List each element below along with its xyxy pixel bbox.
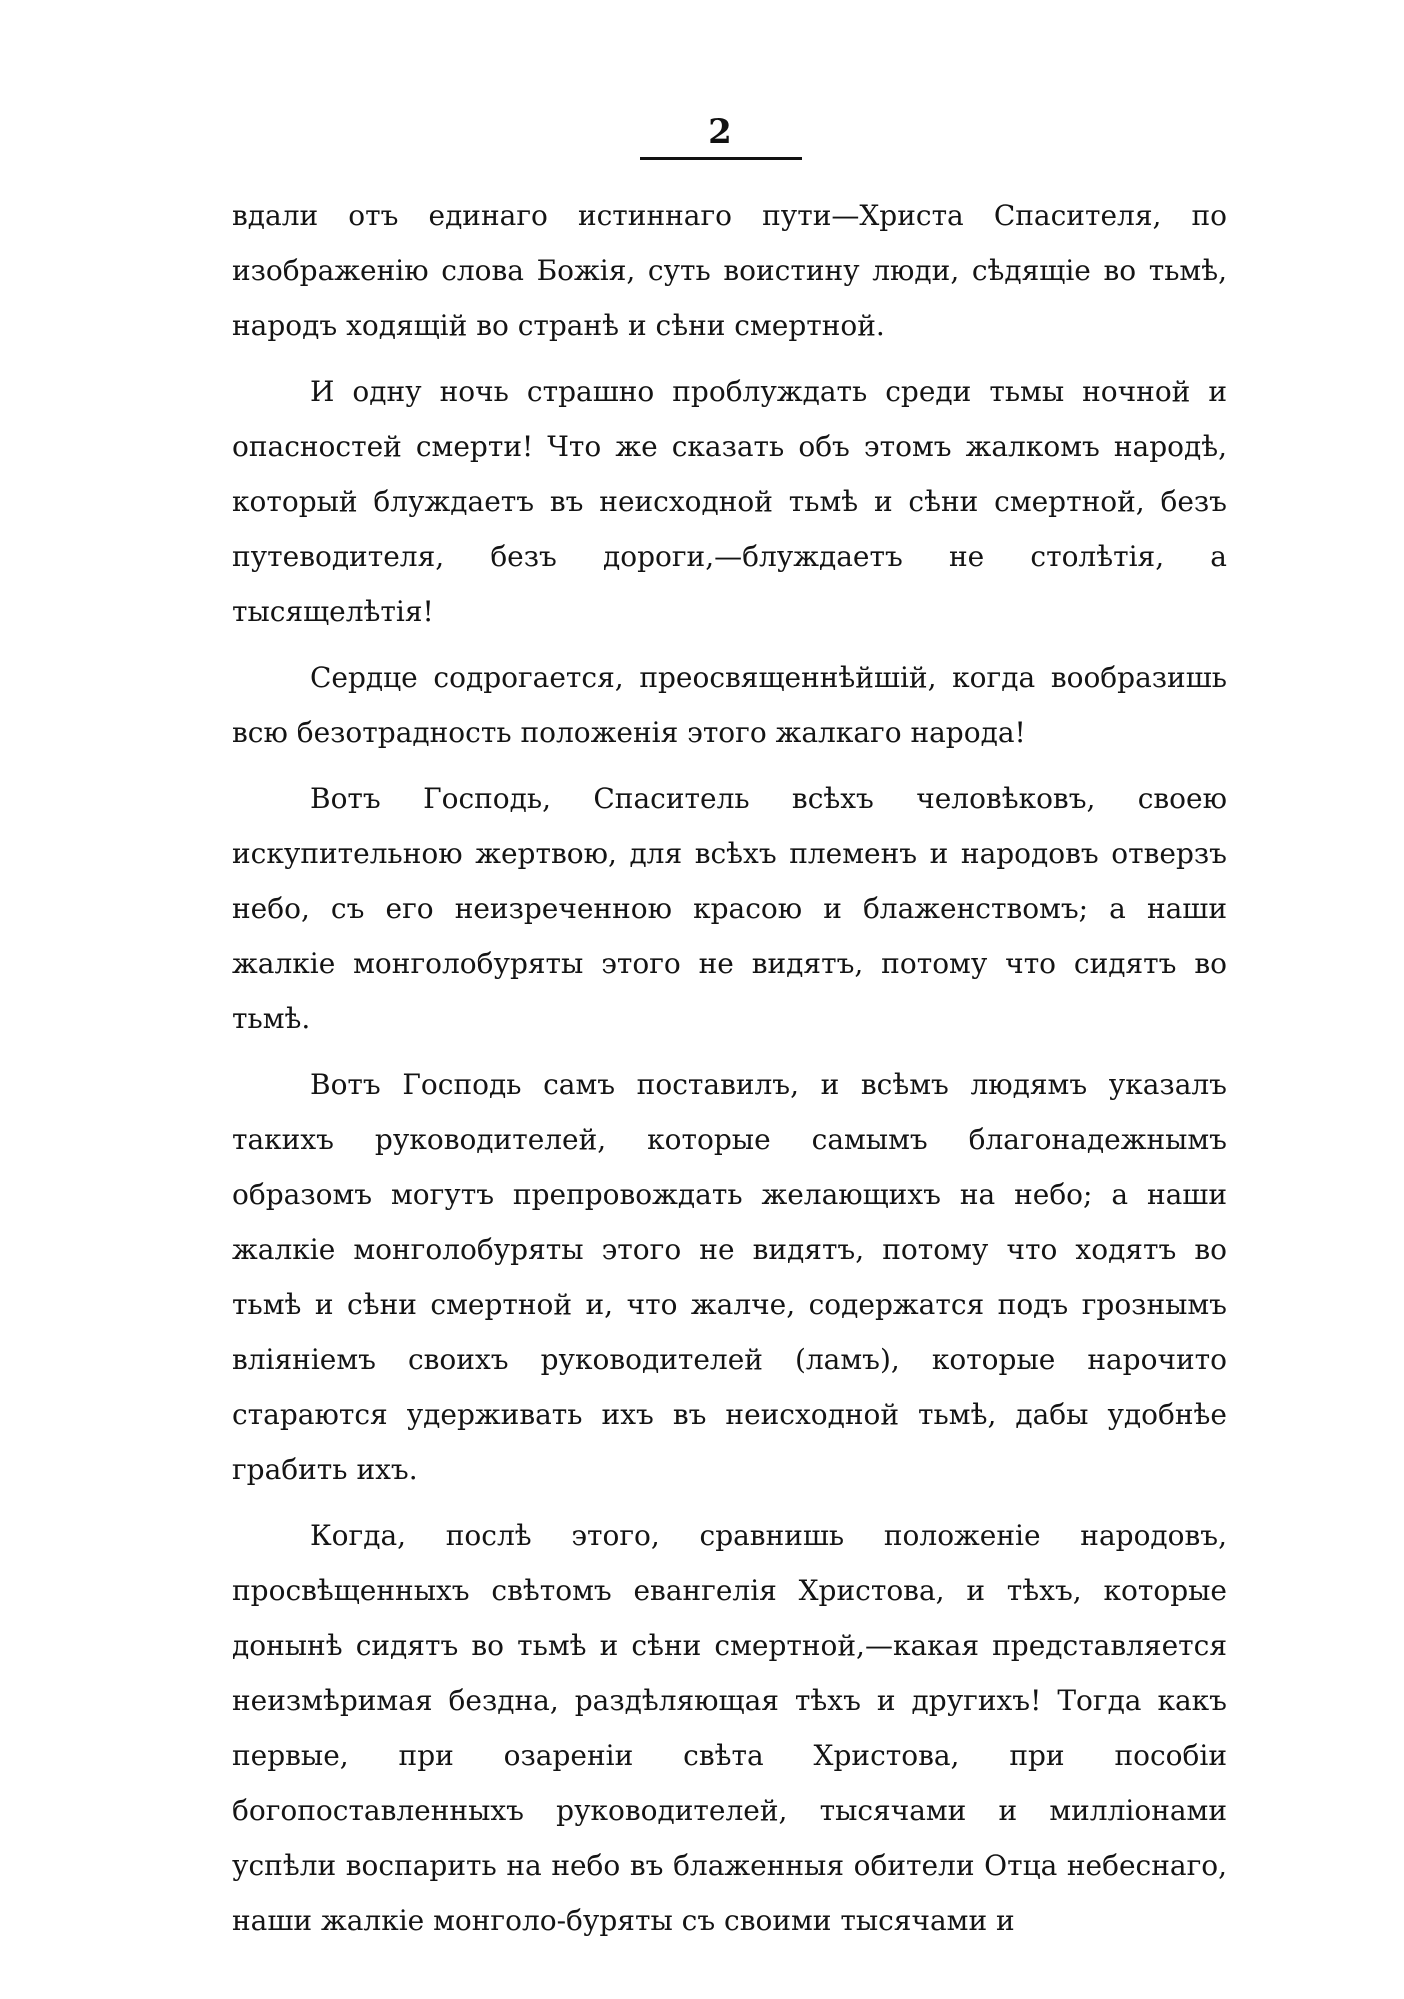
header-rule [640, 157, 802, 160]
paragraph: Когда, послѣ этого, сравнишь положеніе народовъ, просвѣщенныхъ свѣтомъ евангелія Христова, и тѣхъ, которые донынѣ сидятъ во тьмѣ и сѣни смертной,—какая представляется неизмѣримая бездна, раздѣляющая тѣхъ и другихъ! Тогда какъ первые, при озареніи свѣта Христова, при пособіи богопоставленныхъ руководителей, тысячами и милліонами успѣли воспарить на небо въ блаженныя обители Отца небеснаго, наши жалкіе монголо-буряты съ своими тысячами и [232, 1519, 1227, 1937]
body-text [232, 188, 1227, 1959]
paragraph-continuation: вдали отъ единаго истиннаго пути—Христа Спасителя, по изображенію слова Божія, суть воистину люди, сѣдящіе во тьмѣ, народъ ходящій во странѣ и сѣни смертной. [232, 199, 1227, 342]
paragraph: Вотъ Господь самъ поставилъ, и всѣмъ людямъ указалъ такихъ руководителей, которые самымъ благонадежнымъ образомъ могутъ препровождать желающихъ на небо; а наши жалкіе монголобуряты этого не видятъ, потому что ходятъ во тьмѣ и сѣни смертной и, что жалче, содержатся подъ грознымъ вліяніемъ своихъ руководителей (ламъ), которые нарочито стараются удерживать ихъ въ неисходной тьмѣ, дабы удобнѣе грабить ихъ. [232, 1068, 1227, 1486]
page-number: 2 [708, 112, 732, 152]
paragraph: И одну ночь страшно проблуждать среди тьмы ночной и опасностей смерти! Что же сказать объ этомъ жалкомъ народѣ, который блуждаетъ въ неисходной тьмѣ и сѣни смертной, безъ путеводителя, безъ дороги,—блуждаетъ не столѣтія, а тысящелѣтія! [232, 375, 1227, 628]
paragraph: Сердце содрогается, преосвященнѣйшій, когда вообразишь всю безотрадность положенія этого жалкаго народа! [232, 661, 1227, 749]
paragraph: Вотъ Господь, Спаситель всѣхъ человѣковъ, своею искупительною жертвою, для всѣхъ племенъ и народовъ отверзъ небо, съ его неизреченною красою и блаженствомъ; а наши жалкіе монголобуряты этого не видятъ, потому что сидятъ во тьмѣ. [232, 782, 1227, 1035]
